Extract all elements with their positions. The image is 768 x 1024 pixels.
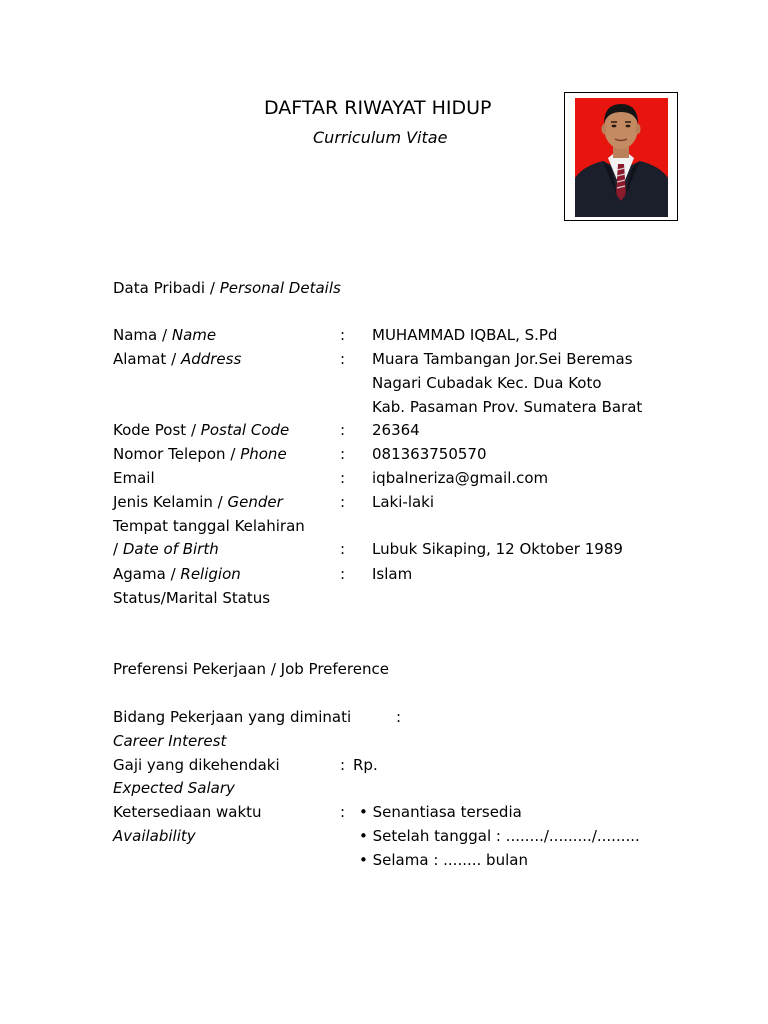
separator: : xyxy=(340,803,346,821)
availability-label-en: Availability xyxy=(113,827,196,845)
page-subtitle: Curriculum Vitae xyxy=(313,128,448,147)
phone-label xyxy=(113,444,287,464)
slash: / xyxy=(190,421,197,439)
birth-label-en-row xyxy=(113,539,219,559)
page-title: DAFTAR RIWAYAT HIDUP xyxy=(264,97,492,119)
gender-value: Laki-laki xyxy=(372,493,435,511)
career-interest-label-en: Career Interest xyxy=(113,732,227,750)
religion-label xyxy=(113,564,241,584)
address-label-en: Address xyxy=(180,350,242,368)
name-label-id: Nama xyxy=(113,326,158,344)
slash: / xyxy=(113,540,119,558)
personal-heading-en: Personal Details xyxy=(219,279,341,297)
religion-label-id: Agama xyxy=(113,565,166,583)
separator: : xyxy=(340,469,346,487)
salary-label: Gaji yang dikehendaki xyxy=(113,756,280,774)
religion-label-en: Religion xyxy=(180,565,241,583)
email-label: Email xyxy=(113,469,155,487)
birth-label-en: Date of Birth xyxy=(122,540,219,558)
availability-option-text: Senantiasa tersedia xyxy=(372,803,522,821)
phone-label-en: Phone xyxy=(240,445,287,463)
religion-value: Islam xyxy=(372,565,413,583)
personal-details-heading xyxy=(113,278,341,298)
availability-option-text: Selama : ........ bulan xyxy=(372,851,528,869)
portrait-image xyxy=(575,98,668,217)
phone-value: 081363750570 xyxy=(372,445,487,463)
career-interest-label: Bidang Pekerjaan yang diminati xyxy=(113,708,352,726)
separator: : xyxy=(340,756,346,774)
address-label-id: Alamat xyxy=(113,350,167,368)
postal-code-value: 26364 xyxy=(372,421,420,439)
availability-option-text: Setelah tanggal : ......../........./......... xyxy=(372,827,640,845)
address-line-2: Nagari Cubadak Kec. Dua Koto xyxy=(372,374,602,392)
birth-value: Lubuk Sikaping, 12 Oktober 1989 xyxy=(372,540,623,558)
personal-heading-id: Data Pribadi xyxy=(113,279,206,297)
availability-option-2 xyxy=(359,826,640,846)
gender-label-en: Gender xyxy=(227,493,283,511)
bullet-icon: • xyxy=(359,851,368,869)
separator: : xyxy=(340,350,346,368)
email-value: iqbalneriza@gmail.com xyxy=(372,469,549,487)
phone-label-id: Nomor Telepon xyxy=(113,445,226,463)
separator: : xyxy=(340,565,346,583)
separator: : xyxy=(340,493,346,511)
bullet-icon: • xyxy=(359,827,368,845)
slash: / xyxy=(217,493,223,511)
name-value: MUHAMMAD IQBAL, S.Pd xyxy=(372,326,558,344)
slash: / xyxy=(162,326,168,344)
job-preference-heading xyxy=(113,659,389,679)
slash: / xyxy=(171,350,177,368)
address-line-1: Muara Tambangan Jor.Sei Beremas xyxy=(372,350,633,368)
job-heading-en: Job Preference xyxy=(280,660,389,678)
job-heading-id: Preferensi Pekerjaan xyxy=(113,660,267,678)
separator: : xyxy=(396,708,402,726)
availability-label: Ketersediaan waktu xyxy=(113,803,262,821)
slash: / xyxy=(230,445,236,463)
profile-photo-frame xyxy=(564,92,678,221)
bullet-icon: • xyxy=(359,803,368,821)
birth-label: Tempat tanggal Kelahiran xyxy=(113,517,305,535)
salary-value: Rp. xyxy=(353,756,378,774)
postal-label-id: Kode Post xyxy=(113,421,187,439)
profile-photo xyxy=(575,98,668,217)
marital-status-label: Status/Marital Status xyxy=(113,589,271,607)
availability-option-1 xyxy=(359,802,522,822)
address-label xyxy=(113,349,241,369)
gender-label-id: Jenis Kelamin xyxy=(113,493,213,511)
separator: : xyxy=(340,445,346,463)
postal-label-en: Postal Code xyxy=(200,421,290,439)
availability-option-3 xyxy=(359,850,528,870)
salary-label-en: Expected Salary xyxy=(113,779,235,797)
name-label-en: Name xyxy=(171,326,217,344)
name-label xyxy=(113,325,216,345)
separator: : xyxy=(340,540,346,558)
slash: / xyxy=(270,660,276,678)
postal-code-label xyxy=(113,420,289,440)
slash: / xyxy=(170,565,176,583)
slash: / xyxy=(209,279,215,297)
separator: : xyxy=(340,326,346,344)
separator: : xyxy=(340,421,346,439)
address-line-3: Kab. Pasaman Prov. Sumatera Barat xyxy=(372,398,643,416)
gender-label xyxy=(113,492,283,512)
